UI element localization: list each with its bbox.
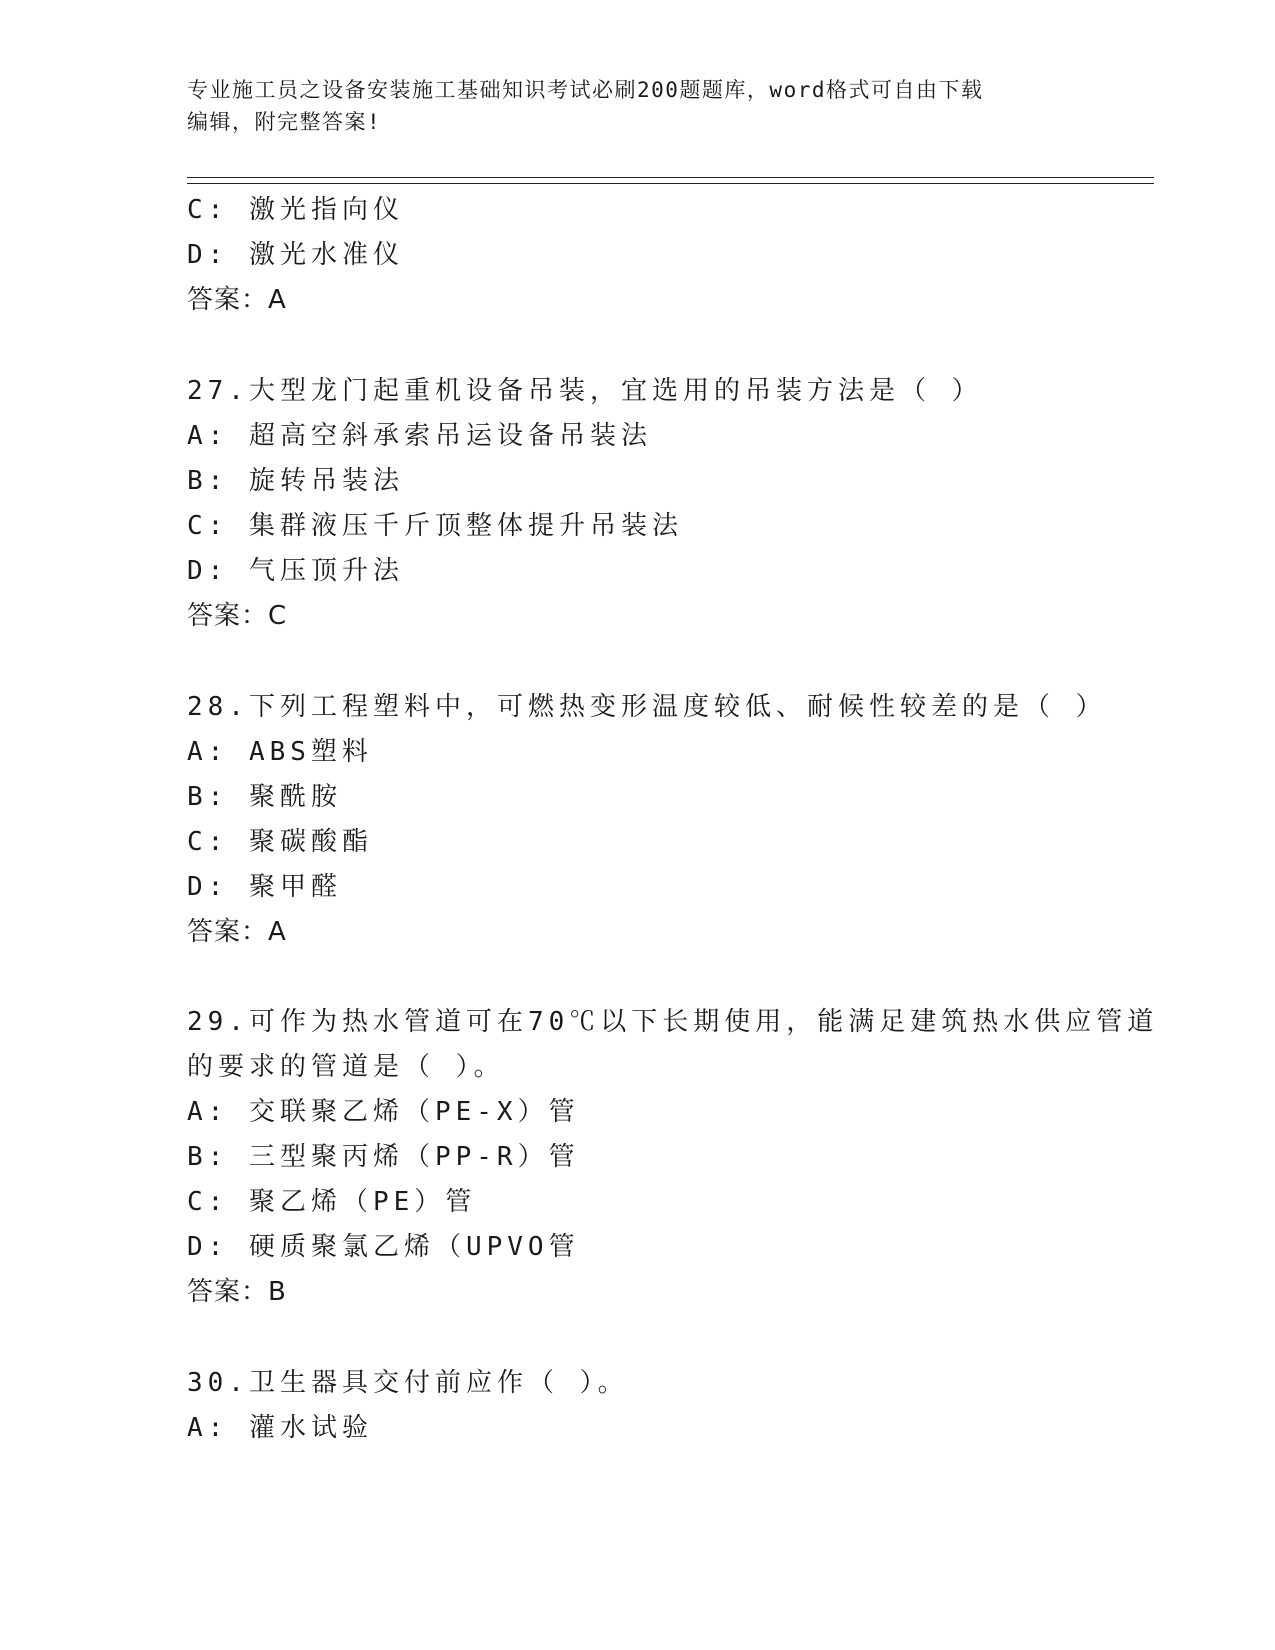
q29-stem-line-2: 的要求的管道是（ ）。 bbox=[187, 1052, 505, 1082]
prev-answer: 答案：A bbox=[187, 285, 287, 315]
header-divider-bottom bbox=[187, 183, 1154, 184]
q27-option-c: C: 集群液压千斤顶整体提升吊装法 bbox=[187, 511, 683, 541]
document-title bbox=[187, 74, 1067, 138]
prev-option-d: D: 激光水准仪 bbox=[187, 240, 404, 270]
q27-option-d: D: 气压顶升法 bbox=[187, 556, 404, 586]
q30-option-a: A: 灌水试验 bbox=[187, 1413, 373, 1443]
q28-option-a: A: ABS塑料 bbox=[187, 737, 373, 767]
header-divider-top bbox=[187, 177, 1154, 178]
q27-option-b: B: 旋转吊装法 bbox=[187, 466, 404, 496]
q29-option-a: A: 交联聚乙烯（PE-X）管 bbox=[187, 1097, 580, 1127]
q27-option-a: A: 超高空斜承索吊运设备吊装法 bbox=[187, 421, 652, 451]
q27-answer: 答案：C bbox=[187, 601, 288, 631]
q28-stem: 28.下列工程塑料中，可燃热变形温度较低、耐候性较差的是（ ） bbox=[187, 692, 1107, 722]
q27-stem: 27.大型龙门起重机设备吊装，宜选用的吊装方法是（ ） bbox=[187, 376, 983, 406]
prev-option-c: C: 激光指向仪 bbox=[187, 195, 404, 225]
q28-option-d: D: 聚甲醛 bbox=[187, 872, 342, 902]
title-line-2: 编辑，附完整答案! bbox=[187, 110, 382, 134]
q29-option-d: D: 硬质聚氯乙烯（UPVO管 bbox=[187, 1232, 580, 1262]
q29-stem-line-1: 29.可作为热水管道可在70℃以下长期使用，能满足建筑热水供应管道 bbox=[187, 1007, 1159, 1037]
q28-answer: 答案：A bbox=[187, 917, 287, 947]
q28-option-c: C: 聚碳酸酯 bbox=[187, 827, 373, 857]
q28-option-b: B: 聚酰胺 bbox=[187, 782, 342, 812]
q30-stem: 30.卫生器具交付前应作（ ）。 bbox=[187, 1368, 629, 1398]
title-line-1: 专业施工员之设备安装施工基础知识考试必刷200题题库，word格式可自由下载 bbox=[187, 78, 984, 102]
q29-answer: 答案：B bbox=[187, 1277, 287, 1307]
q29-option-c: C: 聚乙烯（PE）管 bbox=[187, 1187, 477, 1217]
q29-option-b: B: 三型聚丙烯（PP-R）管 bbox=[187, 1142, 580, 1172]
